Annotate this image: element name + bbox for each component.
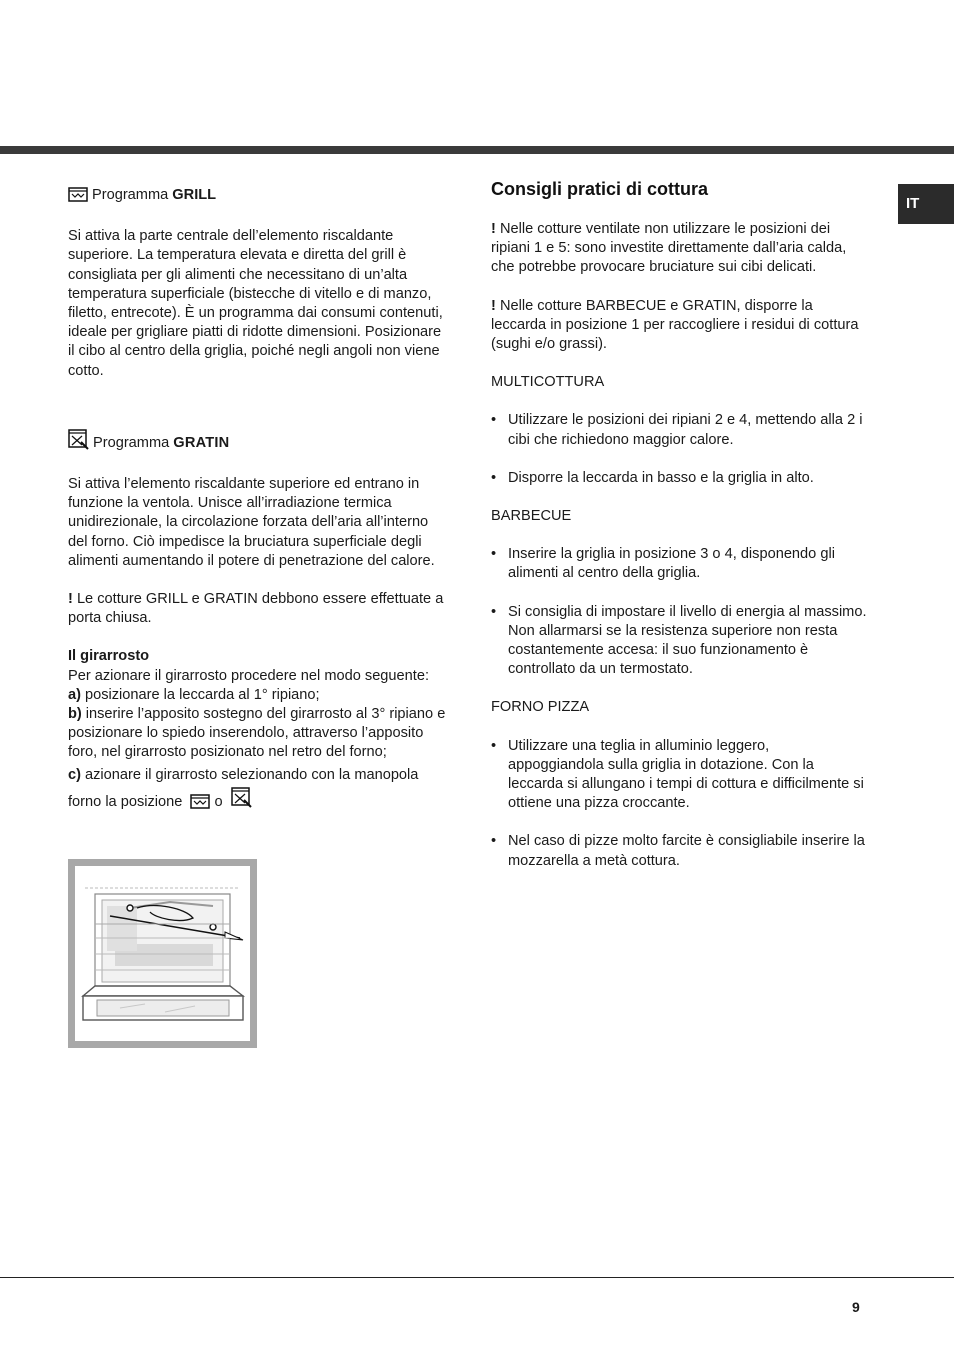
grill-icon (190, 793, 210, 817)
warning-mark: ! (68, 591, 73, 608)
gratin-name: GRATIN (173, 434, 230, 451)
barbecue-item: • Si consiglia di impostare il livello di energia al massimo. Non allarmarsi se la resistenza superiore non resta costantemente accesa: il suo funzionamento è controllato da un termostato. (491, 603, 869, 680)
pizza-item: • Nel caso di pizze molto farcite è consigliabile inserire la mozzarella a metà cottura. (491, 832, 869, 870)
grill-label: Programma (92, 187, 169, 203)
top-rule (0, 146, 954, 154)
barbecue-item: • Inserire la griglia in posizione 3 o 4, disponendo gli alimenti al centro della griglia. (491, 545, 869, 583)
page-number: 9 (852, 1299, 860, 1315)
language-tab: IT (898, 184, 954, 224)
gratin-label: Programma (93, 434, 170, 451)
barbecue-title: BARBECUE (491, 508, 572, 525)
grill-name: GRILL (172, 187, 217, 203)
grill-heading (68, 186, 450, 208)
gratin-icon (68, 429, 89, 456)
step-c: c) azionare il girarrosto selezionando con la manopola forno la posizione o (68, 763, 450, 817)
step-b: b) inserire l’apposito sostegno del girarrosto al 3° ripiano e posizionare lo spiedo inserendolo, attraverso l’apposito foro, nel girarrosto posizionato nel retro del forno; (68, 706, 446, 761)
warning-text: Le cotture GRILL e GRATIN debbono essere effettuate a porta chiusa. (68, 591, 444, 627)
gratin-icon (231, 787, 252, 816)
multicottura-item: • Utilizzare le posizioni dei ripiani 2 e 4, mettendo alla 2 i cibi che richiedono maggior calore. (491, 411, 869, 449)
warning-ventilated: ! Nelle cotture ventilate non utilizzare le posizioni dei ripiani 1 e 5: sono investite direttamente dall’aria calda, che potrebbe provocare bruciature sui cibi delicati. (491, 221, 847, 276)
right-column (491, 178, 869, 871)
multicottura-item: • Disporre la leccarda in basso e la griglia in alto. (491, 469, 869, 488)
step-a: a) posizionare la leccarda al 1° ripiano; (68, 686, 320, 703)
gratin-body: Si attiva l’elemento riscaldante superiore ed entrano in funzione la ventola. Unisce all’irradiazione termica unidirezionale, la circolazione forzata dell’aria all’interno del forno. Ciò impedisce la bruciatura superficiale degli alimenti aumentando il potere di penetrazione del calore. (68, 476, 435, 569)
grill-icon (68, 187, 88, 208)
tips-heading: Consigli pratici di cottura (491, 179, 709, 199)
gratin-heading (68, 429, 450, 456)
grill-body: Si attiva la parte centrale dell’elemento riscaldante superiore. La temperatura elevata e diretta del grill è consigliata per gli alimenti che necessitano di un’alta temperatura superficiale (bistecche di vitello e di manzo, filetto, entrecote). È un programma dai consumi contenuti, ideale per grigliare piatti di ridotte dimensioni. Posizionare il cibo al centro della griglia, poiché negli angoli non viene cotto. (68, 228, 443, 379)
oven-rotisserie-illustration (68, 859, 257, 1048)
pizza-title: FORNO PIZZA (491, 699, 590, 716)
grill-gratin-warning (68, 590, 450, 628)
warning-mark: ! (491, 297, 496, 314)
pizza-item: • Utilizzare una teglia in alluminio leggero, appoggiandola sulla griglia in dotazione. Con la leccarda si allungano i tempi di cottura e difficilmente si ottiene una pizza croccante. (491, 737, 869, 814)
left-column (68, 186, 450, 817)
girarrosto-title: Il girarrosto (68, 648, 150, 665)
multicottura-title: MULTICOTTURA (491, 374, 605, 391)
girarrosto-steps (68, 686, 450, 817)
bottom-rule (0, 1277, 954, 1278)
girarrosto-intro: Per azionare il girarrosto procedere nel modo seguente: (68, 667, 429, 684)
warning-barbecue-gratin: ! Nelle cotture BARBECUE e GRATIN, disporre la leccarda in posizione 1 per raccogliere i residui di cottura (sughi e/o grassi). (491, 297, 859, 353)
warning-mark: ! (491, 221, 496, 237)
